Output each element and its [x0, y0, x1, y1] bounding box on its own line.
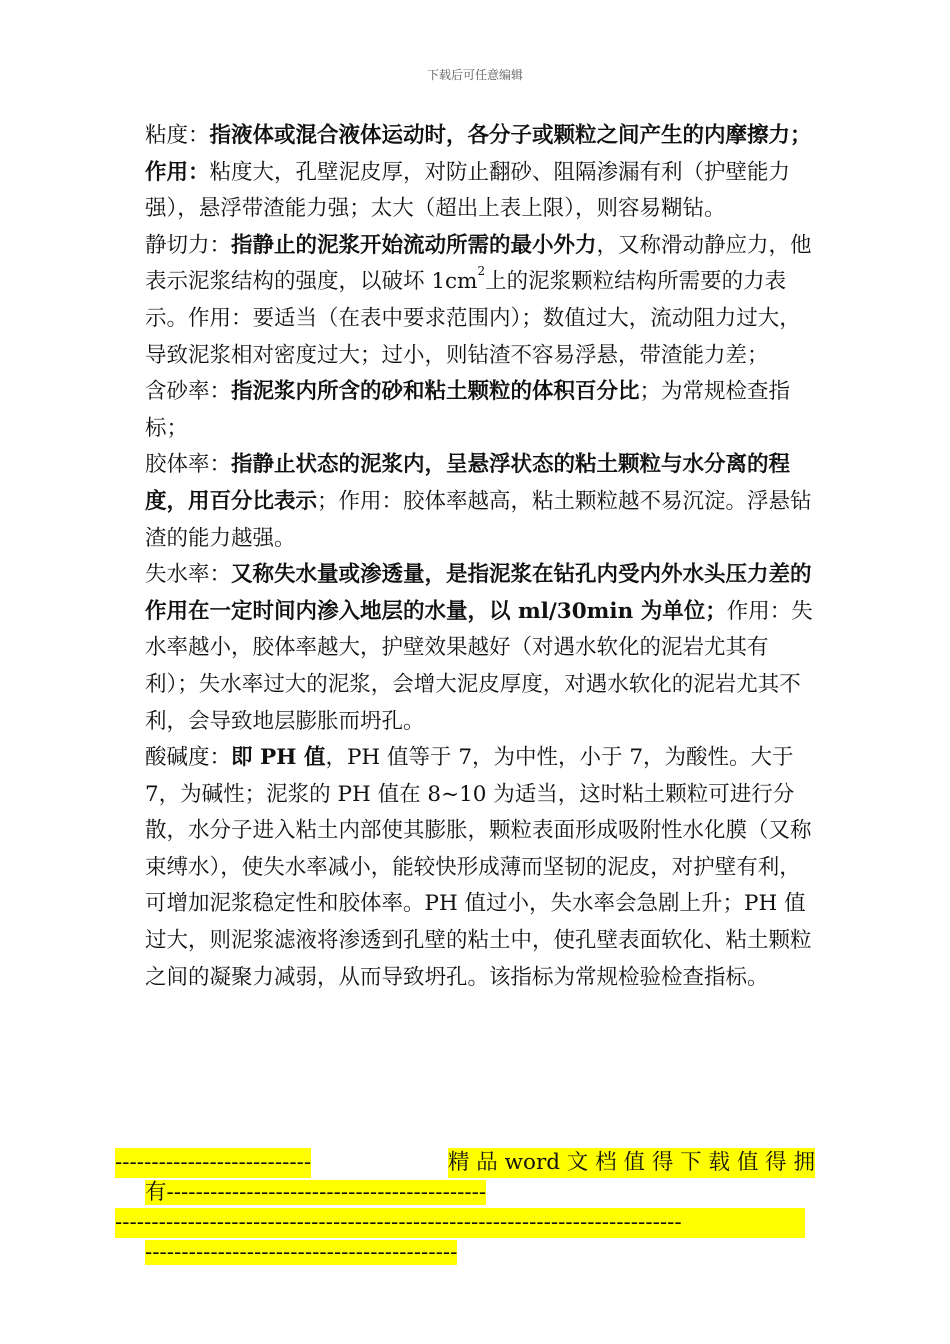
term-definition: 指液体或混合液体运动时，各分子或颗粒之间产生的内摩擦力；作用： — [145, 123, 812, 185]
term-description: ；作用：胶体率越高，粘土颗粒越不易沉淀。浮悬钻渣的能力越强。 — [145, 488, 812, 551]
paragraph-viscosity — [145, 118, 815, 228]
footer-dashes: ------------------------------------------- — [145, 1240, 458, 1265]
page-header: 下载后可任意编辑 — [426, 68, 523, 82]
footer-dashes: -------------------------------------------- — [166, 1180, 487, 1205]
term-definition: 指静止的泥浆开始流动所需的最小外力 — [231, 232, 597, 258]
paragraph-static-shear — [145, 228, 815, 374]
promo-footer — [115, 1148, 815, 1268]
term-description: ，又称滑动静应力，他表示泥浆结构的强度，以破坏 1cm — [145, 232, 812, 295]
term-definition: 指泥浆内所含的砂和粘土颗粒的体积百分比 — [231, 379, 640, 405]
term-label: 失水率： — [145, 562, 232, 588]
term-label: 粘度： — [145, 123, 210, 148]
term-label: 含砂率： — [145, 379, 232, 405]
footer-slogan-end: 有 — [145, 1180, 167, 1205]
term-definition: 即 PH 值 — [231, 745, 326, 771]
footer-line-2 — [115, 1178, 815, 1208]
superscript: 2 — [477, 264, 486, 279]
footer-line-4 — [115, 1238, 815, 1268]
paragraph-water-loss — [145, 557, 815, 740]
term-label: 静切力： — [145, 232, 232, 258]
footer-slogan: 精 品 word 文 档 值 得 下 载 值 得 拥 — [448, 1148, 815, 1178]
footer-line-3 — [115, 1208, 815, 1238]
term-description: 作用：失水率越小，胶体率越大，护壁效果越好（对遇水软化的泥岩尤其有利）；失水率过大的泥浆，会增大泥皮厚度，对遇水软化的泥岩尤其不利，会导致地层膨胀而坍孔。 — [145, 598, 813, 734]
footer-dashes: --------------------------- — [115, 1148, 311, 1178]
document-body — [145, 118, 815, 996]
term-description: ；为常规检查指标； — [145, 379, 791, 441]
term-description: 粘度大，孔壁泥皮厚，对防止翻砂、阻隔渗漏有利（护壁能力强），悬浮带渣能力强；太大（超出上表上限），则容易糊钻。 — [145, 159, 791, 222]
paragraph-colloid-rate — [145, 447, 815, 557]
term-label: 胶体率： — [145, 452, 232, 478]
term-definition: 指静止状态的泥浆内，呈悬浮状态的粘土颗粒与水分离的程度，用百分比表示 — [145, 452, 791, 514]
term-description-cont: 上的泥浆颗粒结构所需要的力表示。作用：要适当（在表中要求范围内）；数值过大，流动阻力过大，导致泥浆相对密度过大；过小，则钻渣不容易浮悬，带渣能力差； — [145, 269, 801, 368]
term-label: 酸碱度： — [145, 745, 232, 771]
term-definition: 又称失水量或渗透量，是指泥浆在钻孔内受内外水头压力差的作用在一定时间内渗入地层的水量，以 ml/30min 为单位； — [145, 562, 812, 624]
term-description: ，PH 值等于 7，为中性，小于 7，为酸性。大于 7，为碱性；泥浆的 PH 值在 8~10 为适当，这时粘土颗粒可进行分散，水分子进入粘土内部使其膨胀，颗粒表面形成吸附性水化膜（又称束缚水），使失水率减小，能较快形成薄而坚韧的泥皮，对护壁有利，可增加泥浆稳定性和胶体率。PH 值过小，失水率会急剧上升；PH 值过大，则泥浆滤液将渗透到孔壁的粘土中，使孔壁表面软化、粘土颗粒之间的凝聚力减弱，从而导致坍孔。该指标为常规检验检查指标。 — [145, 745, 812, 990]
paragraph-sand-content — [145, 374, 815, 447]
paragraph-ph — [145, 740, 815, 996]
footer-dashes: ------------------------------------------------------------------------------ — [115, 1208, 805, 1238]
footer-line-1 — [115, 1148, 815, 1178]
